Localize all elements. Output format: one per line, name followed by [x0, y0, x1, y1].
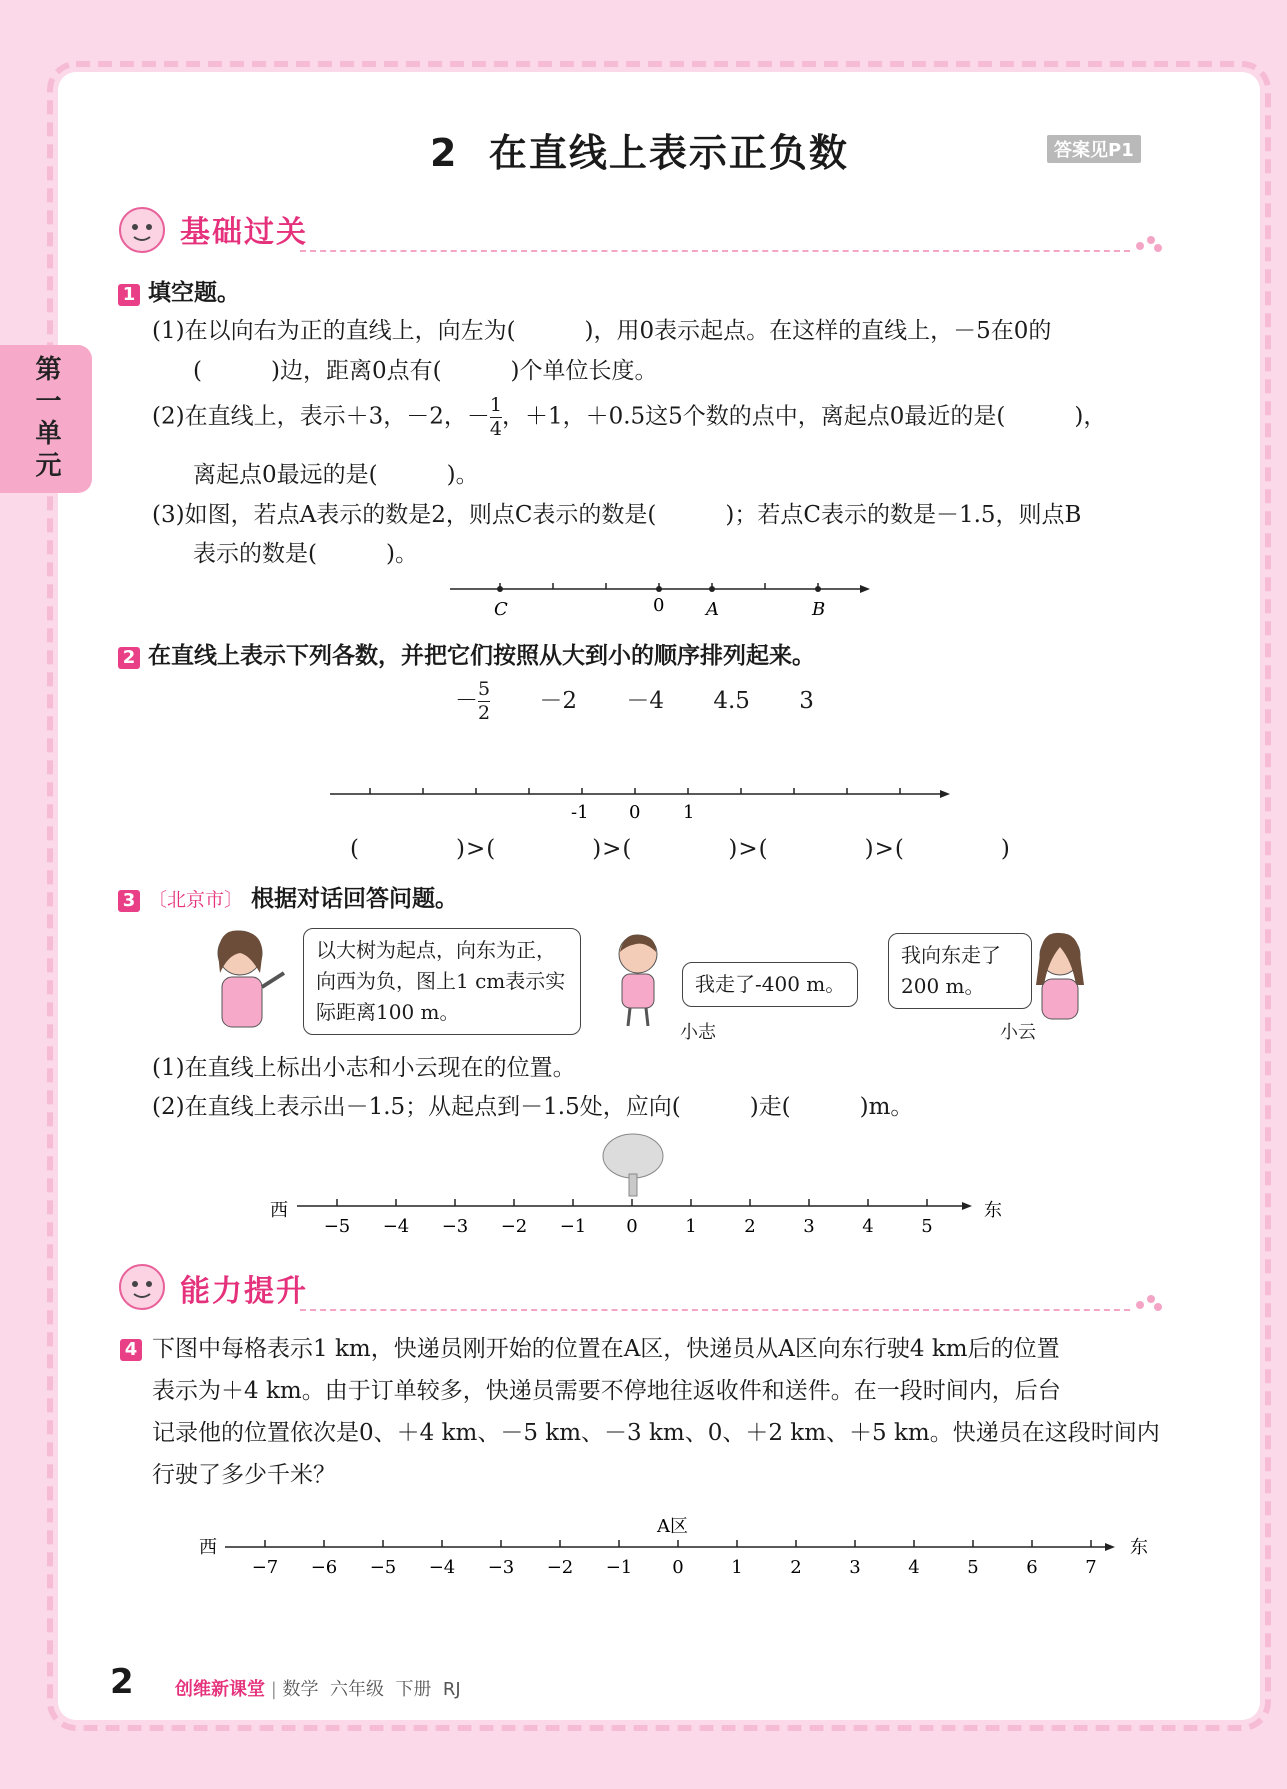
section-mascot-icon: [114, 1262, 170, 1312]
tick-label: −6: [310, 1557, 338, 1578]
q2-order-answer: ( )>( )>( )>( )>( ): [350, 836, 1011, 862]
page-number: 2: [110, 1662, 134, 1702]
q2-frac-sign: －: [455, 687, 478, 714]
xiaozhi-speech-bubble: 我走了-400 m。: [682, 962, 858, 1007]
tree-icon: [598, 1130, 668, 1198]
question-2-badge: 2: [118, 647, 140, 669]
tick-label: 1: [683, 802, 695, 823]
footer-subject: 数学: [282, 1679, 319, 1700]
xiaozhi-name: 小志: [680, 1022, 716, 1043]
tick-label: 6: [1026, 1557, 1038, 1578]
point-b-label: B: [812, 599, 826, 620]
q4-line3: 记录他的位置依次是0、＋4 km、－5 km、－3 km、0、＋2 km、＋5 km。快递员在这段时间内: [152, 1420, 1160, 1446]
dots-decoration-icon: [1134, 1293, 1164, 1313]
q1-part2-line2: 离起点0最远的是( )。: [193, 462, 479, 488]
fraction-numerator: 1: [489, 394, 502, 416]
footer-info: [175, 1675, 461, 1701]
area-a-label: A区: [657, 1516, 688, 1537]
q2-number-item: 4.5: [713, 687, 750, 714]
footer-term: 下册: [395, 1679, 432, 1700]
q2-number-item: －4: [626, 687, 664, 714]
tick-label: 0: [626, 1216, 638, 1237]
point-c-label: C: [494, 599, 508, 620]
section-mascot-icon: [114, 205, 170, 255]
west-label: 西: [199, 1537, 217, 1558]
xiaozhi-illustration-icon: [608, 930, 668, 1030]
tick-label: 4: [862, 1216, 874, 1237]
question-3-title: 根据对话回答问题。: [251, 886, 459, 912]
fraction-denominator: 2: [478, 702, 491, 724]
tick-label: −4: [428, 1557, 456, 1578]
question-2-title: 在直线上表示下列各数，并把它们按照从大到小的顺序排列起来。: [148, 643, 816, 669]
footer-grade: 六年级: [330, 1679, 384, 1700]
tick-label: 0: [629, 802, 641, 823]
q1-part2-b: ，＋1，＋0.5这5个数的点中，离起点0最近的是( )，: [501, 403, 1107, 430]
footer-brand: 创维新课堂: [175, 1679, 265, 1700]
tick-label: 7: [1085, 1557, 1097, 1578]
tick-label: −3: [441, 1216, 469, 1237]
q1-part1-line1: (1)在以向右为正的直线上，向左为( )，用0表示起点。在这样的直线上，－5在0的: [152, 318, 1052, 344]
east-label: 东: [984, 1200, 1002, 1221]
section-title-advanced: 能力提升: [180, 1274, 308, 1309]
fraction-numerator: 5: [478, 678, 491, 700]
q1-part3-line2: 表示的数是( )。: [193, 541, 418, 567]
q2-numbers: [455, 680, 814, 723]
q2-number-item: －2: [539, 687, 578, 714]
tick-label: −1: [605, 1557, 633, 1578]
footer-separator: |: [270, 1679, 277, 1700]
tick-label: −5: [323, 1216, 351, 1237]
fraction-five-halves: [478, 680, 490, 723]
lesson-title: [430, 122, 849, 177]
footer-edition: RJ: [442, 1679, 461, 1700]
xiaoyun-speech-bubble: 我向东走了200 m。: [888, 933, 1032, 1009]
question-3-badge: 3: [118, 890, 140, 912]
q1-part1-line2: ( )边，距离0点有( )个单位长度。: [193, 358, 658, 384]
unit-side-tab: 第一单元: [0, 345, 92, 493]
tick-label: 3: [849, 1557, 861, 1578]
q2-number-item: 3: [799, 687, 814, 714]
tick-label: −1: [559, 1216, 587, 1237]
question-1-title: 填空题。: [148, 280, 241, 306]
teacher-illustration-icon: [200, 925, 290, 1035]
q3-sub1: (1)在直线上标出小志和小云现在的位置。: [152, 1055, 576, 1081]
west-label: 西: [270, 1200, 288, 1221]
q3-number-line: [262, 1190, 1002, 1240]
q3-sub2: (2)在直线上表示出－1.5；从起点到－1.5处，应向( )走( )m。: [152, 1094, 914, 1120]
lesson-number: 2: [430, 131, 459, 175]
section-divider: [300, 250, 1130, 252]
q1-part2-a: (2)在直线上，表示＋3，－2，－: [152, 403, 490, 430]
answer-reference: 答案见P1: [1047, 135, 1141, 163]
east-label: 东: [1130, 1537, 1148, 1558]
tick-label: 5: [921, 1216, 933, 1237]
tick-label: 2: [790, 1557, 802, 1578]
tick-label: 4: [908, 1557, 920, 1578]
region-tag: 〔北京市〕: [148, 889, 244, 911]
question-4-badge: 4: [120, 1339, 142, 1361]
lesson-title-text: 在直线上表示正负数: [488, 131, 849, 175]
q1-part3-line1: (3)如图，若点A表示的数是2，则点C表示的数是( )；若点C表示的数是－1.5，则点B: [152, 502, 1082, 528]
tick-label: −2: [546, 1557, 574, 1578]
fraction-denominator: 4: [489, 418, 502, 440]
tick-label: −2: [500, 1216, 528, 1237]
tick-label: −7: [251, 1557, 279, 1578]
point-a-label: A: [706, 599, 719, 620]
tick-label: −4: [382, 1216, 410, 1237]
q1-number-line: [440, 575, 870, 625]
q4-line2: 表示为＋4 km。由于订单较多，快递员需要不停地往返收件和送件。在一段时间内，后台: [152, 1378, 1061, 1404]
tick-label: 3: [803, 1216, 815, 1237]
tick-label: 1: [685, 1216, 697, 1237]
q4-number-line: [195, 1512, 1155, 1592]
tick-label: 5: [967, 1557, 979, 1578]
dots-decoration-icon: [1134, 234, 1164, 254]
question-1-badge: 1: [118, 284, 140, 306]
question-2-heading: [118, 643, 815, 671]
q4-line4: 行驶了多少千米？: [152, 1462, 336, 1488]
question-1-heading: [118, 280, 240, 308]
fraction-one-quarter: [490, 396, 502, 439]
xiaoyun-name: 小云: [1000, 1022, 1036, 1043]
tick-label: −3: [487, 1557, 515, 1578]
section-divider: [300, 1309, 1130, 1311]
q2-number-line: [325, 780, 955, 830]
teacher-speech-bubble: 以大树为起点，向东为正，向西为负，图上1 cm表示实际距离100 m。: [303, 928, 581, 1035]
point-0-label: 0: [653, 595, 665, 616]
tick-label: 0: [672, 1557, 684, 1578]
tick-label: −5: [369, 1557, 397, 1578]
tick-label: 2: [744, 1216, 756, 1237]
section-title-basic: 基础过关: [180, 215, 308, 250]
q4-line1: 下图中每格表示1 km，快递员刚开始的位置在A区，快递员从A区向东行驶4 km后的位置: [152, 1336, 1060, 1362]
tick-label: -1: [571, 802, 589, 823]
question-3-heading: [118, 886, 458, 914]
q1-part2-line1: [152, 396, 1106, 439]
tick-label: 1: [731, 1557, 743, 1578]
